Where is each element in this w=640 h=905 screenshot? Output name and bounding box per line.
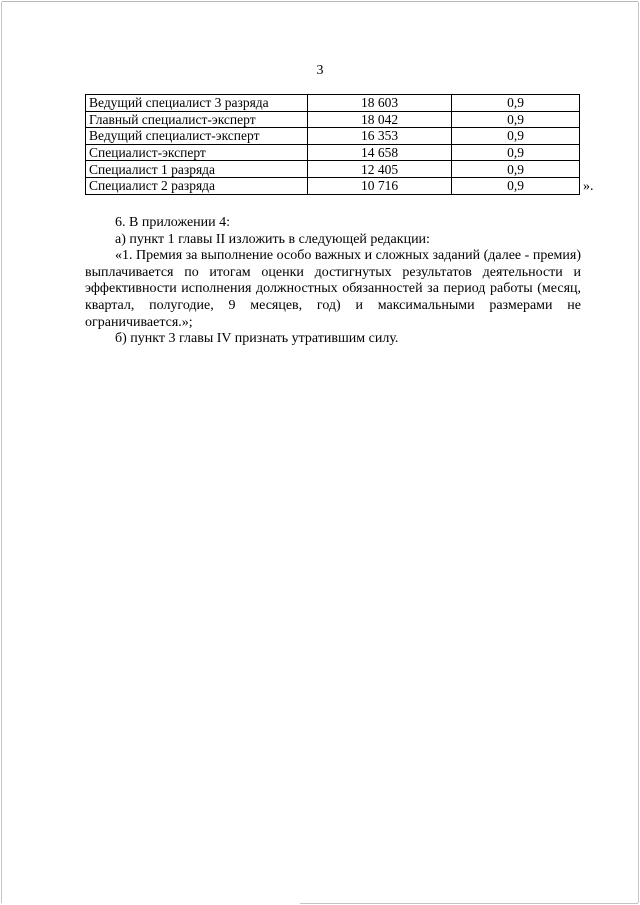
scan-edge-top [2,1,638,2]
salary-table [85,94,580,195]
position-cell: Специалист 2 разряда [86,177,308,194]
scan-edge-left [1,2,2,903]
scan-edge-bottom [300,903,638,904]
table-row [86,128,580,145]
salary-cell: 18 042 [308,111,452,128]
quoted-amendment-first-line: «1. Премия за выполнение особо важных и сложных заданий (далее - премия) [115,248,581,264]
salary-cell: 10 716 [308,177,452,194]
page-number: 3 [316,63,324,78]
position-cell: Специалист-эксперт [86,144,308,161]
salary-cell: 18 603 [308,95,452,112]
table-row [86,111,580,128]
salary-cell: 16 353 [308,128,452,145]
scan-edge-right [638,2,639,903]
quoted-amendment-body: выплачивается по итогам оценки достигнутых результатов деятельности и эффективности исполнения должностных обязанностей за период работы (месяц, квартал, полугодие, 9 месяцев, год) и максимальными размерами не ограничивается.»; [85,264,581,330]
document-body [85,215,581,348]
table-row [86,177,580,194]
coefficient-cell: 0,9 [452,144,580,161]
position-cell: Специалист 1 разряда [86,161,308,178]
table-closing-quote: ». [583,179,594,194]
coefficient-cell: 0,9 [452,128,580,145]
table-row [86,161,580,178]
salary-cell: 14 658 [308,144,452,161]
coefficient-cell: 0,9 [452,111,580,128]
position-cell: Главный специалист-эксперт [86,111,308,128]
subitem-a: а) пункт 1 главы II изложить в следующей редакции: [115,231,430,247]
table-row [86,144,580,161]
coefficient-cell: 0,9 [452,177,580,194]
item-6-heading: 6. В приложении 4: [115,215,231,230]
position-cell: Ведущий специалист 3 разряда [86,95,308,112]
subitem-b: б) пункт 3 главы IV признать утратившим силу. [115,331,399,347]
table-row [86,95,580,112]
coefficient-cell: 0,9 [452,95,580,112]
coefficient-cell: 0,9 [452,161,580,178]
salary-cell: 12 405 [308,161,452,178]
position-cell: Ведущий специалист-эксперт [86,128,308,145]
